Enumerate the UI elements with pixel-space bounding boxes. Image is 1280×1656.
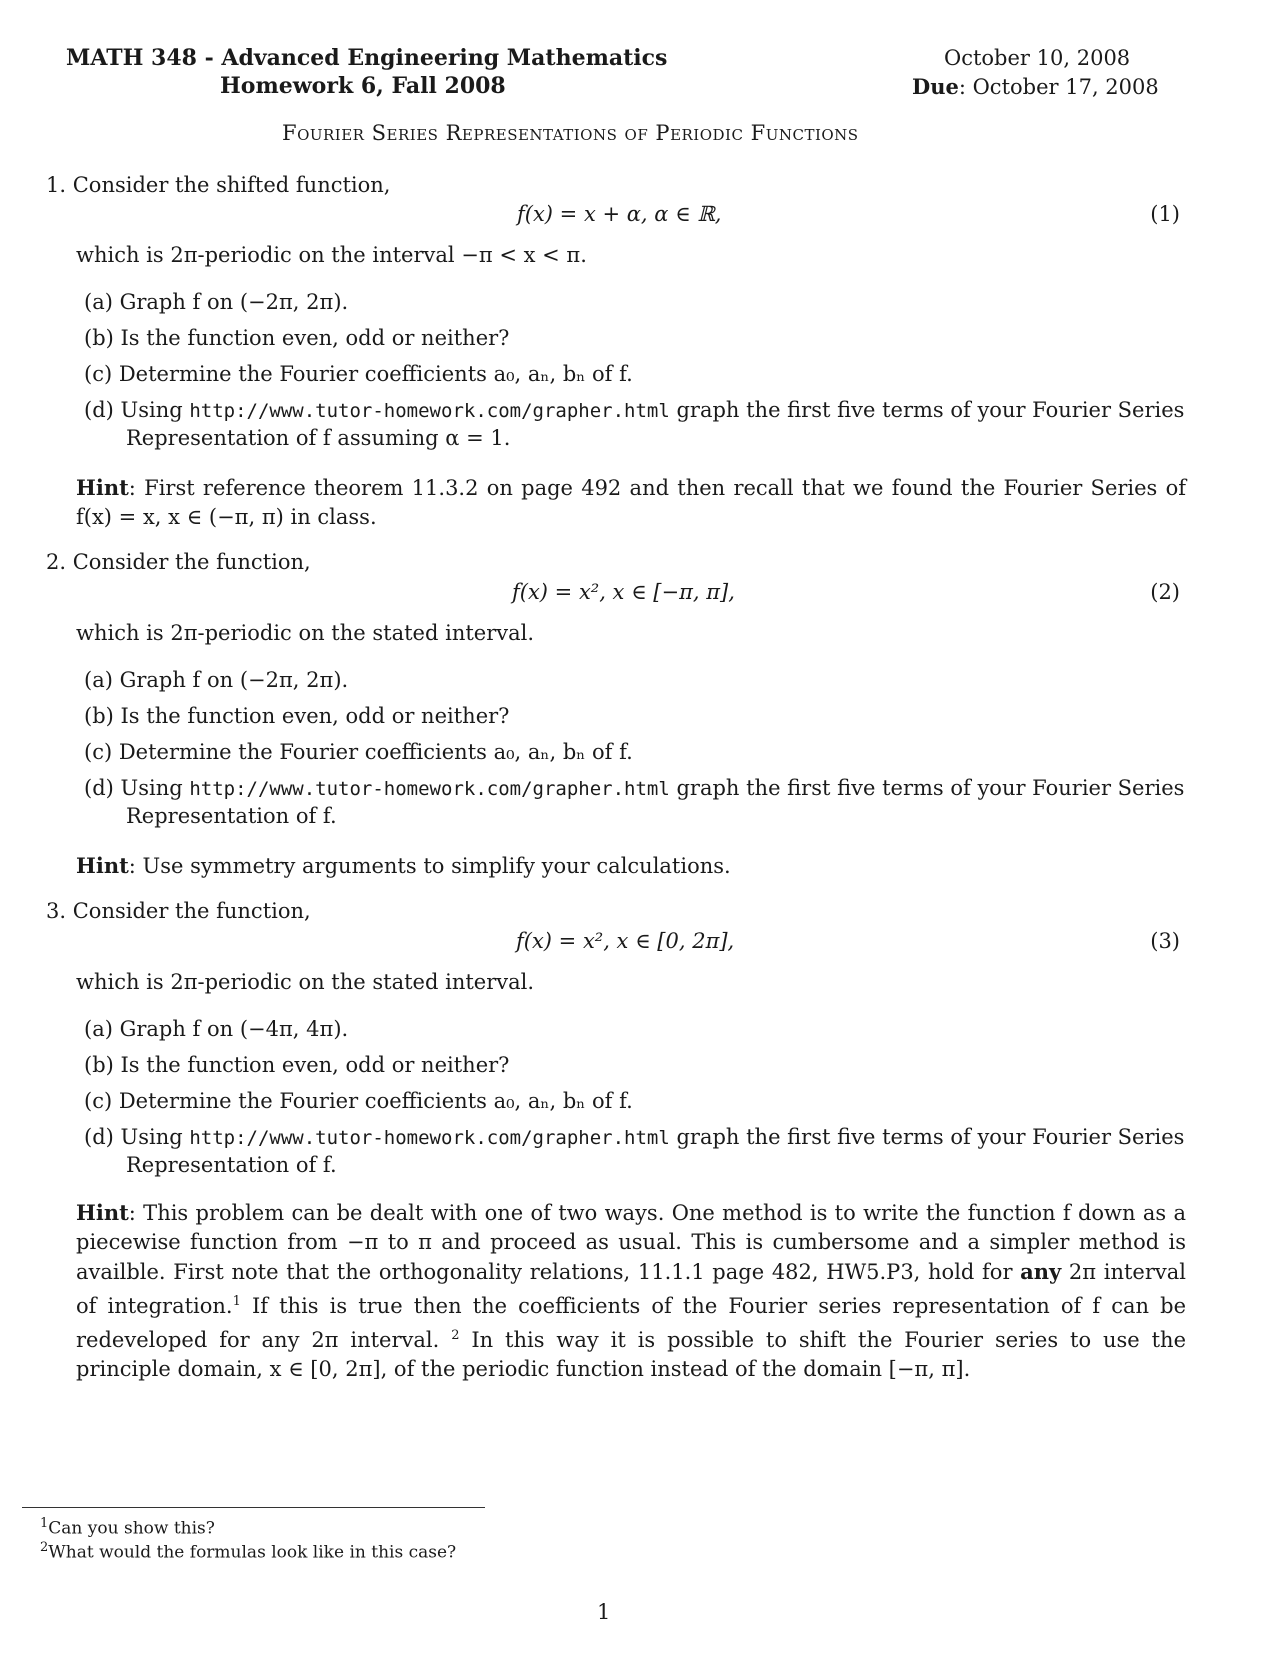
problem-1-hint: [76, 473, 1186, 532]
problem-3-hint: [76, 1198, 1186, 1384]
problem-3-part-d-suffix: graph the first five terms of your Fourier Series: [669, 1125, 1185, 1149]
problem-3-number: 3.: [46, 899, 67, 923]
problem-2-part-b: (b) Is the function even, odd or neither?: [84, 704, 510, 728]
equation-2-number: (2): [1150, 580, 1180, 604]
problem-1-periodic-text: which is 2π-periodic on the interval −π < x < π.: [76, 243, 587, 267]
problem-1-part-a: (a) Graph f on (−2π, 2π).: [84, 290, 349, 314]
problem-1-part-d-line2: Representation of f assuming α = 1.: [126, 426, 511, 450]
hint-text-part1: : This problem can be dealt with one of two ways. One method is to write the function f down as a piecewise function from −π to π and proceed as usual. This is cumbersome and a simpler method is availble. First note that the orthogonality relations, 11.1.1 page 482, HW5.P3, hold for: [76, 1201, 1186, 1284]
due-date-value: : October 17, 2008: [958, 75, 1159, 99]
footnote-divider: [22, 1507, 485, 1508]
problem-2-intro-text: Consider the function,: [72, 550, 311, 574]
problem-1-part-c: (c) Determine the Fourier coefficients a₀, aₙ, bₙ of f.: [84, 362, 633, 386]
grapher-link[interactable]: http://www.tutor-homework.com/grapher.html: [189, 400, 670, 422]
problem-2-part-c: (c) Determine the Fourier coefficients a₀, aₙ, bₙ of f.: [84, 740, 633, 764]
footnote-1: [40, 1516, 215, 1539]
hint-text-part3: If this is true then the coefficients of the Fourier series representation of f can be redeveloped for any 2π interval.: [76, 1294, 1186, 1352]
problem-1-number: 1.: [46, 173, 67, 197]
problem-3-periodic-text: which is 2π-periodic on the stated interval.: [76, 970, 535, 994]
equation-3: f(x) = x², x ∈ [0, 2π],: [516, 929, 735, 953]
footnote-1-mark: 1: [40, 1516, 49, 1531]
problem-2-part-d-suffix: graph the first five terms of your Fourier Series: [669, 776, 1185, 800]
due-label: Due: [912, 74, 959, 99]
problem-1-part-b: (b) Is the function even, odd or neither?: [84, 326, 510, 350]
problem-3-part-b: (b) Is the function even, odd or neither?: [84, 1053, 510, 1077]
problem-1-part-d-suffix: graph the first five terms of your Fourier Series: [669, 398, 1185, 422]
problem-2-part-d-line2: Representation of f.: [126, 804, 337, 828]
problem-1-part-d-prefix: (d) Using: [84, 398, 190, 422]
problem-3-part-c: (c) Determine the Fourier coefficients a₀, aₙ, bₙ of f.: [84, 1089, 633, 1113]
footnote-1-text: Can you show this?: [48, 1518, 215, 1539]
hint-label: Hint: [76, 1200, 129, 1225]
problem-2-intro: [46, 550, 311, 574]
problem-1-intro: [46, 173, 390, 197]
problem-2-part-d-prefix: (d) Using: [84, 776, 190, 800]
problem-2-hint-text: : Use symmetry arguments to simplify your calculations.: [128, 854, 731, 878]
grapher-link[interactable]: http://www.tutor-homework.com/grapher.html: [189, 1127, 670, 1149]
hint-label: Hint: [76, 853, 129, 878]
problem-3-part-a: (a) Graph f on (−4π, 4π).: [84, 1017, 349, 1041]
hint-emphasis-any: any: [1020, 1259, 1062, 1284]
document-subtitle: Fourier Series Representations of Periodic Functions: [282, 121, 859, 145]
problem-2-number: 2.: [46, 550, 67, 574]
grapher-link[interactable]: http://www.tutor-homework.com/grapher.html: [189, 778, 670, 800]
footnote-ref-2: 2: [451, 1328, 460, 1343]
footnote-2-mark: 2: [40, 1540, 49, 1555]
assigned-date: October 10, 2008: [944, 46, 1131, 70]
hint-text-part4: In this way it is possible to shift the Fourier series to use the principle domain, x ∈ [0, 2π], of the periodic function instead of the domain [−π, π].: [76, 1328, 1186, 1381]
equation-1-number: (1): [1150, 202, 1180, 226]
problem-3-part-d-line2: Representation of f.: [126, 1153, 337, 1177]
equation-2: f(x) = x², x ∈ [−π, π],: [512, 580, 735, 604]
hint-text-part2: 2π interval of integration.: [76, 1260, 1186, 1318]
equation-3-number: (3): [1150, 929, 1180, 953]
due-date: [912, 74, 1159, 99]
problem-2-part-d: [84, 776, 1184, 800]
problem-3-part-d-prefix: (d) Using: [84, 1125, 190, 1149]
problem-3-intro: [46, 899, 311, 923]
problem-2-part-a: (a) Graph f on (−2π, 2π).: [84, 668, 349, 692]
problem-1-intro-text: Consider the shifted function,: [72, 173, 391, 197]
problem-3-intro-text: Consider the function,: [72, 899, 311, 923]
hint-label: Hint: [76, 475, 129, 500]
problem-3-part-d: [84, 1125, 1184, 1149]
course-title: MATH 348 - Advanced Engineering Mathematics: [66, 45, 668, 71]
problem-1-part-d: [84, 398, 1184, 422]
homework-title: Homework 6, Fall 2008: [220, 73, 506, 99]
problem-2-hint: [76, 851, 1186, 881]
footnote-2: [40, 1540, 456, 1563]
problem-2-periodic-text: which is 2π-periodic on the stated interval.: [76, 621, 535, 645]
footnote-2-text: What would the formulas look like in this case?: [48, 1542, 457, 1563]
problem-1-hint-text: : First reference theorem 11.3.2 on page 492 and then recall that we found the Fourier Series of f(x) = x, x ∈ (−π, π) in class.: [76, 476, 1186, 529]
page-number: 1: [597, 1600, 611, 1624]
equation-1: f(x) = x + α, α ∈ ℝ,: [517, 202, 722, 226]
footnote-ref-1: 1: [232, 1294, 241, 1309]
